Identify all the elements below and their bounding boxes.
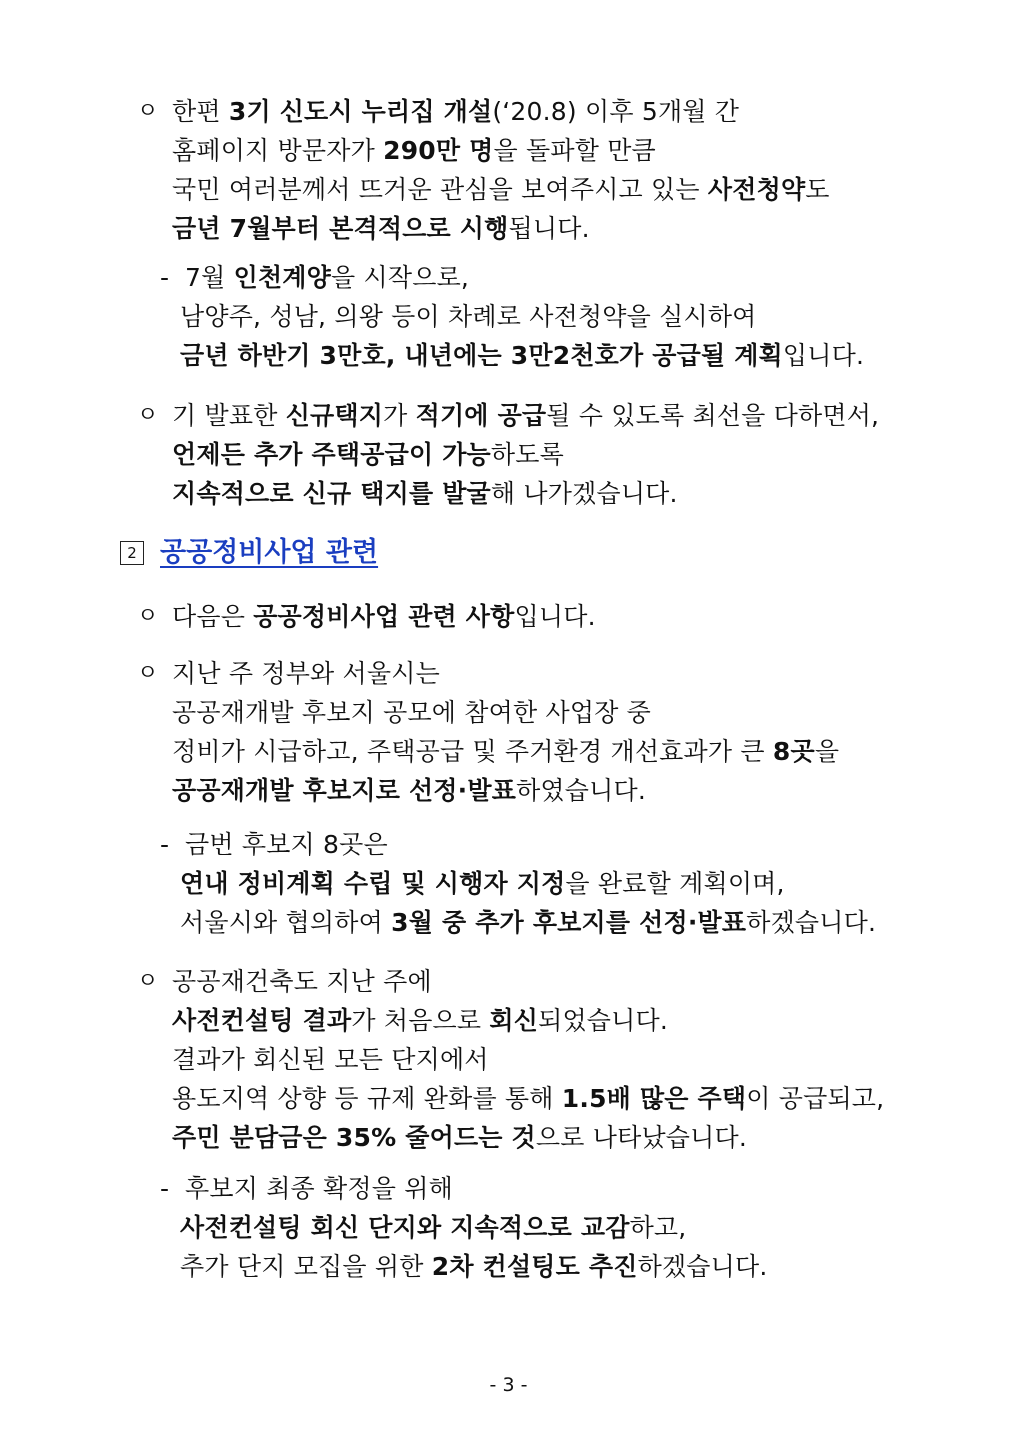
bold-text: 회신 [489,1006,539,1035]
bold-text: 290만 명 [383,136,494,165]
bullet-marker: ㅇ [137,403,159,428]
text-span: 해 나가겠습니다. [490,479,678,508]
text-span: 하고, [629,1213,687,1242]
paragraph-line [172,1041,489,1079]
paragraph-line [180,904,876,942]
text-span: 추가 단지 모집을 위한 [180,1252,432,1281]
bold-text: 8곳 [772,737,815,766]
paragraph-line [172,475,678,513]
paragraph-line [172,210,590,248]
text-span: 국민 여러분께서 뜨거운 관심을 보여주시고 있는 [172,175,708,204]
bold-text: 적기에 공급 [415,401,547,430]
bold-text: 1.5배 많은 주택 [561,1084,747,1113]
text-span: 한편 [172,97,229,126]
text-span: 되었습니다. [538,1006,669,1035]
text-span: 정비가 시급하고, 주택공급 및 주거환경 개선효과가 큰 [172,737,773,766]
text-span: 입니다. [514,602,596,631]
paragraph-line [185,826,388,864]
text-span: 됩니다. [508,214,590,243]
text-span: 을 [814,737,840,766]
paragraph-line [172,397,879,435]
paragraph-line [172,1119,747,1157]
text-span: (‘20.8) 이후 5개월 간 [492,97,740,126]
paragraph-line [172,655,440,693]
text-span: 가 처음으로 [351,1006,490,1035]
text-span: 하겠습니다. [637,1252,768,1281]
paragraph-line [172,1002,668,1040]
text-span: 홈페이지 방문자가 [172,136,384,165]
text-span: 기 발표한 [172,401,286,430]
paragraph-line [172,93,739,131]
text-span: 7월 [185,263,234,292]
section-number-box: 2 [120,541,144,565]
bold-text: 금년 7월부터 본격적으로 시행 [172,214,509,243]
bold-text: 언제든 추가 주택공급이 가능 [172,440,491,469]
paragraph-line [180,865,785,903]
bold-text: 주민 분담금은 35% 줄어드는 것 [172,1123,536,1152]
bold-text: 공공재개발 후보지로 선정·발표 [172,776,517,805]
text-span: 입니다. [782,341,865,370]
paragraph-line [180,337,864,375]
text-span: 공공재개발 후보지 공모에 참여한 사업장 중 [172,698,652,727]
dash-marker: - [160,830,170,859]
paragraph-line [172,733,839,771]
text-span: 도 [805,175,830,204]
text-span: 서울시와 협의하여 [180,908,392,937]
text-span: 다음은 [172,602,254,631]
bold-text: 인천계양 [233,263,332,292]
bold-text: 사전컨설팅 결과 [172,1006,352,1035]
text-span: 공공재건축도 지난 주에 [172,967,432,996]
text-span: 금번 후보지 8곳은 [185,830,388,859]
dash-marker: - [160,1174,170,1203]
text-span: 용도지역 상향 등 규제 완화를 통해 [172,1084,562,1113]
paragraph-line [180,298,757,336]
paragraph-line [172,132,656,170]
paragraph-line [172,171,830,209]
text-span: 을 시작으로, [331,263,470,292]
bullet-marker: ㅇ [137,604,159,629]
bullet-marker: ㅇ [137,99,159,124]
text-span: 지난 주 정부와 서울시는 [172,659,440,688]
bullet-marker: ㅇ [137,661,159,686]
text-span: 하였습니다. [516,776,646,805]
bold-text: 3월 중 추가 후보지를 선정·발표 [391,908,747,937]
bold-text: 사전청약 [707,175,806,204]
section-title: 공공정비사업 관련 [160,537,379,568]
bold-text: 사전컨설팅 회신 단지와 지속적으로 교감 [180,1213,630,1242]
bullet-marker: ㅇ [137,969,159,994]
paragraph-line [185,259,469,297]
page-number: - 3 - [489,1374,528,1396]
bold-text: 연내 정비계획 수립 및 시행자 지정 [180,869,566,898]
text-span: 을 완료할 계획이며, [565,869,785,898]
paragraph-line [180,1248,768,1286]
bold-text: 신규택지 [285,401,384,430]
bold-text: 금년 하반기 3만호, 내년에는 3만2천호가 공급될 계획 [180,341,783,370]
paragraph-line [185,1170,453,1208]
bold-text: 공공정비사업 관련 사항 [253,602,515,631]
text-span: 가 [383,401,416,430]
paragraph-line [172,694,651,732]
bold-text: 지속적으로 신규 택지를 발굴 [172,479,491,508]
bold-text: 3기 신도시 누리집 개설 [228,97,493,126]
text-span: 이 공급되고, [746,1084,885,1113]
text-span: 으로 나타났습니다. [535,1123,748,1152]
paragraph-line [172,963,432,1001]
dash-marker: - [160,263,170,292]
text-span: 될 수 있도록 최선을 다하면서, [546,401,880,430]
paragraph-line [172,598,596,636]
text-span: 후보지 최종 확정을 위해 [185,1174,453,1203]
bold-text: 2차 컨설팅도 추진 [431,1252,638,1281]
text-span: 을 돌파할 만큼 [493,136,656,165]
text-span: 남양주, 성남, 의왕 등이 차례로 사전청약을 실시하여 [180,302,757,331]
paragraph-line [172,772,646,810]
paragraph-line [172,1080,884,1118]
paragraph-line [172,436,564,474]
paragraph-line [180,1209,686,1247]
text-span: 결과가 회신된 모든 단지에서 [172,1045,489,1074]
text-span: 하겠습니다. [746,908,877,937]
text-span: 하도록 [490,440,564,469]
